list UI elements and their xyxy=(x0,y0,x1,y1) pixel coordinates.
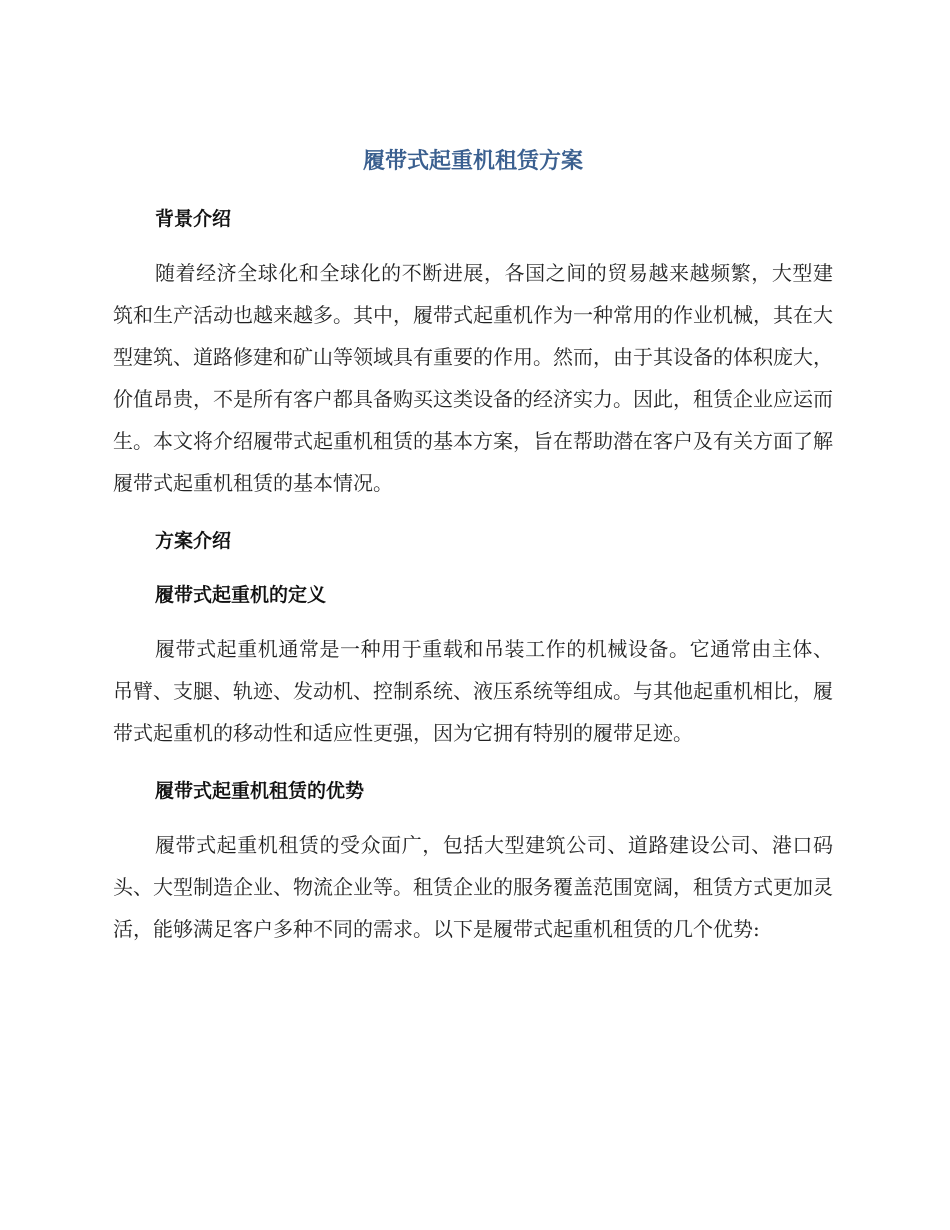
paragraph-advantages: 履带式起重机租赁的受众面广，包括大型建筑公司、道路建设公司、港口码头、大型制造企业、物流企业等。租赁企业的服务覆盖范围宽阔，租赁方式更加灵活，能够满足客户多种不同的需求。以下是履带式起重机租赁的几个优势: xyxy=(113,833,833,941)
document-title: 履带式起重机租赁方案 xyxy=(362,149,583,174)
paragraph-background: 随着经济全球化和全球化的不断进展，各国之间的贸易越来越频繁，大型建筑和生产活动也越来越多。其中，履带式起重机作为一种常用的作业机械，其在大型建筑、道路修建和矿山等领域具有重要的作用。然而，由于其设备的体积庞大，价值昂贵，不是所有客户都具备购买这类设备的经济实力。因此，租赁企业应运而生。本文将介绍履带式起重机租赁的基本方案，旨在帮助潜在客户及有关方面了解履带式起重机租赁的基本情况。 xyxy=(113,261,833,495)
section-heading-background: 背景介绍 xyxy=(155,208,232,230)
section-heading-definition: 履带式起重机的定义 xyxy=(155,584,327,606)
spacer xyxy=(113,504,833,520)
document-body xyxy=(113,140,833,950)
spacer xyxy=(113,812,833,824)
section-heading-advantages: 履带式起重机租赁的优势 xyxy=(155,780,365,802)
paragraph-definition: 履带式起重机通常是一种用于重载和吊装工作的机械设备。它通常由主体、吊臂、支腿、轨迹、发动机、控制系统、液压系统等组成。与其他起重机相比，履带式起重机的移动性和适应性更强，因为它拥有特别的履带足迹。 xyxy=(113,637,833,745)
spacer xyxy=(113,616,833,628)
spacer xyxy=(113,240,833,252)
spacer xyxy=(113,754,833,770)
section-heading-plan-intro: 方案介绍 xyxy=(155,530,232,552)
spacer xyxy=(113,562,833,574)
